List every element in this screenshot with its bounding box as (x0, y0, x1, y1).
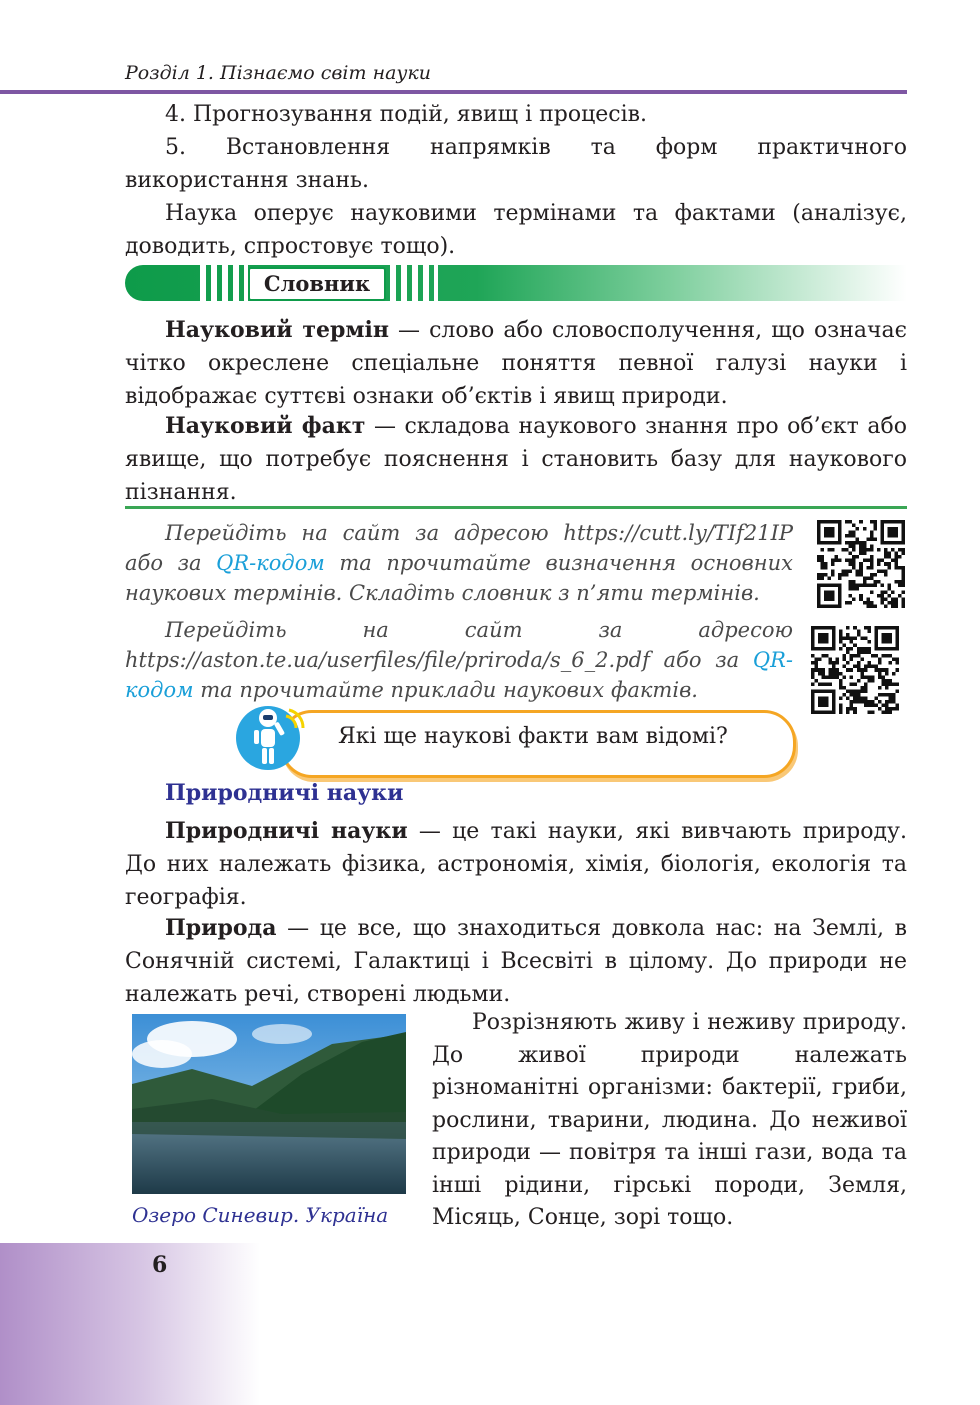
task2-text-pre: Перейдіть на сайт за адресою https://aston.te.ua/userfiles/file/priroda/s_6_2.pdf або за (125, 618, 793, 672)
nature-bold: Природа (165, 915, 277, 941)
task2-qr-link[interactable]: QR-кодом (125, 648, 793, 702)
fact-bold: Науковий факт (165, 413, 366, 439)
task-terms (125, 518, 793, 608)
task1-text-pre: Перейдіть на сайт за адресою https://cutt.ly/TIf21IP або за (125, 521, 793, 575)
nature-text: — це все, що знаходиться довкола нас: на Землі, в Сонячній системі, Галактиці і Всесвіті в цілому. До природи не належать речі, створені людьми. (125, 916, 907, 1007)
list-item-4: 4. Прогнозування подій, явищ і процесів. (165, 102, 648, 127)
page-corner-decoration (0, 1243, 260, 1405)
science-operates-paragraph: Наука оперує науковими термінами та фактами (аналізує, доводить, спростовує тощо). (125, 201, 907, 259)
task1-qr-link[interactable]: QR-кодом (216, 551, 325, 575)
list-item-5: 5. Встановлення напрямків та форм практичного використання знань. (125, 135, 907, 193)
task-facts (125, 615, 793, 705)
question-text: Які ще наукові факти вам відомі? (338, 724, 728, 749)
robot-icon (234, 700, 306, 772)
header-rule (0, 90, 907, 94)
dictionary-end-rule (125, 506, 907, 509)
term-bold: Науковий термін (165, 317, 389, 343)
qr-code-icon[interactable] (811, 626, 899, 714)
natural-sciences-definition (125, 815, 907, 914)
fact-definition (125, 410, 907, 509)
fact-text: — складова наукового знання про об’єкт або явище, що потребує пояснення і становить базу для наукового пізнання. (125, 414, 907, 505)
running-head: Розділ 1. Пізнаємо світ науки (125, 62, 432, 84)
nature-definition (125, 912, 907, 1011)
task1-text-post: та прочитайте визначення основних наукових термінів. Складіть словник з п’яти термінів. (125, 551, 793, 605)
banner-stripes-left (200, 265, 248, 301)
term-definition (125, 314, 907, 413)
task2-text-post: та прочитайте приклади наукових фактів. (193, 678, 698, 702)
natural-sciences-bold: Природничі науки (165, 818, 408, 844)
qr-code-icon[interactable] (817, 520, 905, 608)
living-nonliving-paragraph: Розрізняють живу і неживу природу. До живої природи належать різноманітні організми: бактерії, гриби, рослини, тварини, людина. До неживої природи — повітря та інші гази, вода та інші рідини, гірські породи, Земля, Місяць, Сонце, зорі тощо. (432, 1010, 907, 1230)
lake-photo (132, 1014, 406, 1194)
natural-sciences-text: — це такі науки, які вивчають природу. До них належать фізика, астрономія, хімія, біологія, екологія та географія. (125, 819, 907, 910)
page-number: 6 (152, 1252, 168, 1278)
photo-caption: Озеро Синевир. Україна (132, 1203, 389, 1227)
banner-stripes-right (390, 265, 438, 301)
section-title: Природничі науки (165, 780, 404, 806)
term-text: — слово або словосполучення, що означає чітко окреслене спеціальне поняття певної галузі науки і відображає суттєві ознаки об’єктів і явищ природи. (125, 318, 907, 409)
dictionary-label: Словник (248, 267, 386, 301)
